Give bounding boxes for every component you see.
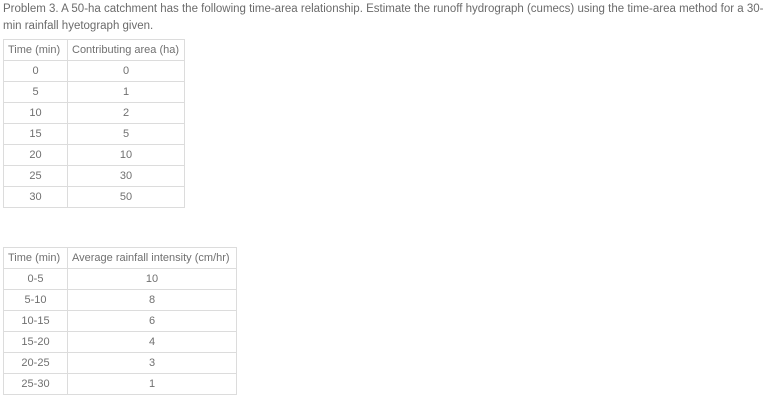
table-row bbox=[4, 311, 237, 332]
table-row bbox=[4, 353, 237, 374]
time-interval-cell: 20-25 bbox=[4, 353, 68, 374]
intensity-cell: 1 bbox=[68, 374, 237, 395]
time-cell: 5 bbox=[4, 82, 68, 103]
column-header-time: Time (min) bbox=[4, 248, 68, 269]
time-cell: 30 bbox=[4, 187, 68, 208]
intensity-cell: 6 bbox=[68, 311, 237, 332]
time-cell: 0 bbox=[4, 61, 68, 82]
area-cell: 2 bbox=[68, 103, 185, 124]
table-row bbox=[4, 374, 237, 395]
intensity-cell: 4 bbox=[68, 332, 237, 353]
table-row bbox=[4, 82, 185, 103]
time-interval-cell: 10-15 bbox=[4, 311, 68, 332]
intensity-cell: 3 bbox=[68, 353, 237, 374]
area-cell: 5 bbox=[68, 124, 185, 145]
table-row bbox=[4, 166, 185, 187]
intensity-cell: 10 bbox=[68, 269, 237, 290]
area-cell: 10 bbox=[68, 145, 185, 166]
column-header-time: Time (min) bbox=[4, 40, 68, 61]
time-area-table bbox=[3, 39, 185, 208]
time-interval-cell: 5-10 bbox=[4, 290, 68, 311]
rainfall-intensity-table bbox=[3, 247, 237, 395]
table-row bbox=[4, 145, 185, 166]
time-cell: 25 bbox=[4, 166, 68, 187]
area-cell: 50 bbox=[68, 187, 185, 208]
table-header-row bbox=[4, 40, 185, 61]
time-cell: 20 bbox=[4, 145, 68, 166]
time-interval-cell: 25-30 bbox=[4, 374, 68, 395]
table-row bbox=[4, 124, 185, 145]
area-cell: 30 bbox=[68, 166, 185, 187]
table-row bbox=[4, 103, 185, 124]
table-row bbox=[4, 269, 237, 290]
column-header-contributing-area: Contributing area (ha) bbox=[68, 40, 185, 61]
intensity-cell: 8 bbox=[68, 290, 237, 311]
time-cell: 10 bbox=[4, 103, 68, 124]
column-header-rainfall-intensity: Average rainfall intensity (cm/hr) bbox=[68, 248, 237, 269]
area-cell: 1 bbox=[68, 82, 185, 103]
time-interval-cell: 15-20 bbox=[4, 332, 68, 353]
area-cell: 0 bbox=[68, 61, 185, 82]
time-interval-cell: 0-5 bbox=[4, 269, 68, 290]
table-row bbox=[4, 61, 185, 82]
table-row bbox=[4, 290, 237, 311]
time-cell: 15 bbox=[4, 124, 68, 145]
problem-statement: Problem 3. A 50-ha catchment has the following time-area relationship. Estimate the runoff hydrograph (cumecs) using the time-area method for a 30-min rainfall hyetograph given. bbox=[3, 3, 764, 32]
table-row bbox=[4, 332, 237, 353]
table-header-row bbox=[4, 248, 237, 269]
table-row bbox=[4, 187, 185, 208]
